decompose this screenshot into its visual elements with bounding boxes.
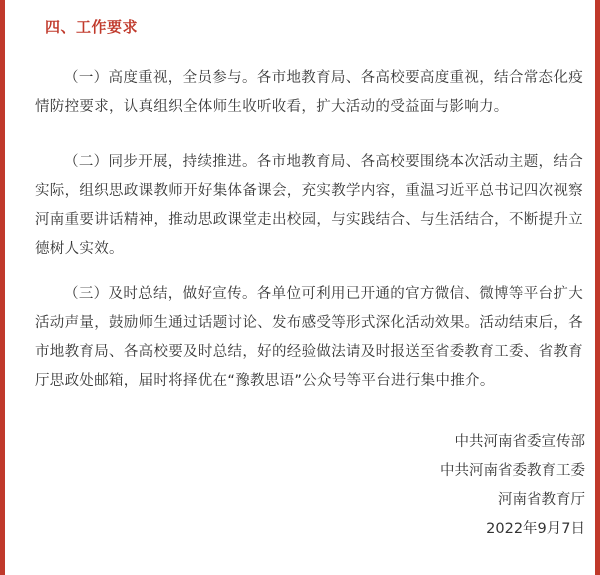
signature-org-education-department: 河南省教育厅 [498,492,585,508]
signature-org-education-committee: 中共河南省委教育工委 [440,463,585,479]
signature-org-propaganda: 中共河南省委宣传部 [454,434,585,450]
paragraph-2: （二）同步开展，持续推进。各市地教育局、各高校要围绕本次活动主题，结合实际，组织思政课教师开好集体备课会，充实教学内容，重温习近平总书记四次视察河南重要讲话精神，推动思政课堂走出校园，与实践结合、与生活结合，不断提升立德树人实效。 [35,154,583,257]
paragraph-1: （一）高度重视，全员参与。各市地教育局、各高校要高度重视，结合常态化疫情防控要求，认真组织全体师生收听收看，扩大活动的受益面与影响力。 [35,70,583,115]
section-heading: 四、工作要求 [45,18,139,36]
paragraph-3: （三）及时总结，做好宣传。各单位可利用已开通的官方微信、微博等平台扩大活动声量，鼓励师生通过话题讨论、发布感受等形式深化活动效果。活动结束后，各市地教育局、各高校要及时总结，好的经验做法请及时报送至省委教育工委、省教育厅思政处邮箱，届时将择优在“豫教思语”公众号等平台进行集中推介。 [35,286,583,389]
signature-date: 2022年9月7日 [486,521,585,537]
